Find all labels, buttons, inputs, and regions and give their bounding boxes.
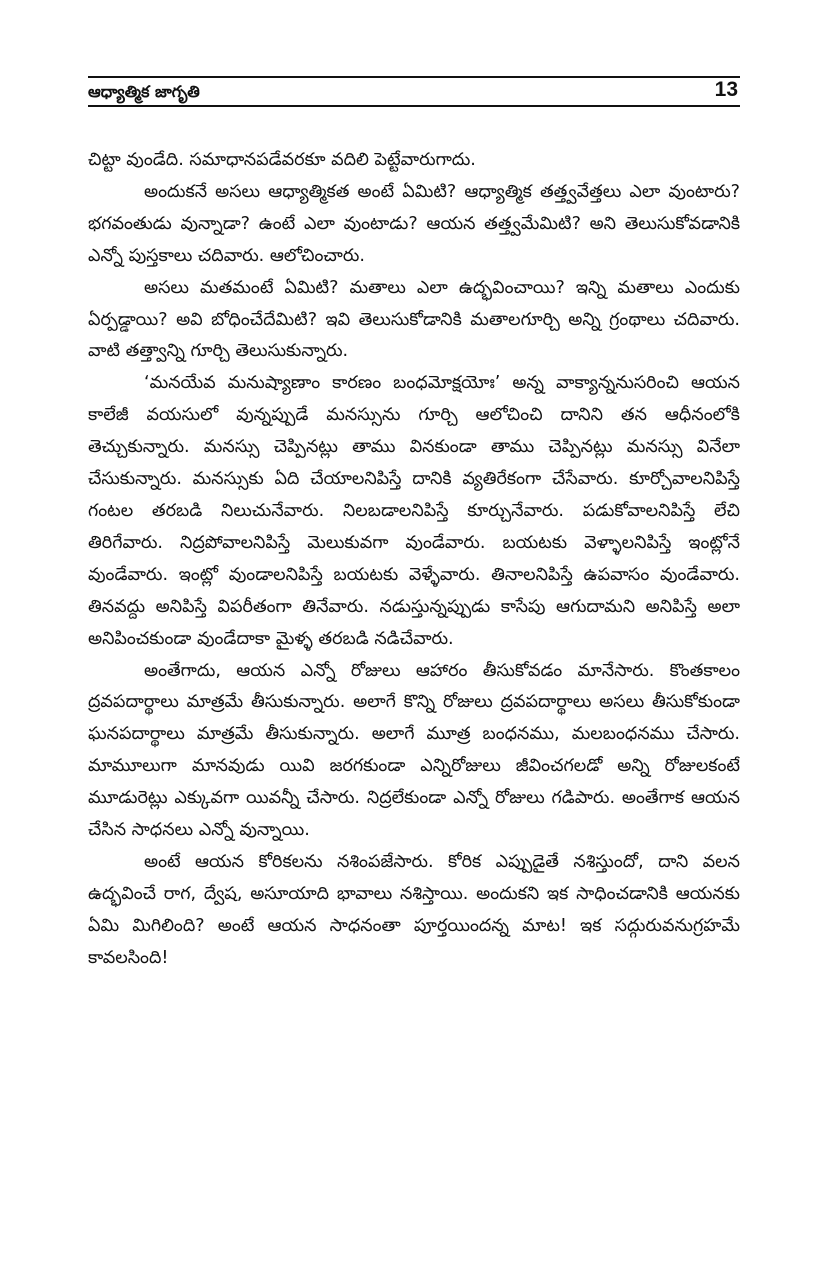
header-rule-bottom [88, 105, 740, 107]
paragraph: ‘మనయేవ మనుష్యాణాం కారణం బంధమోక్షయోః’ అన్న వాక్యాన్ననుసరించి ఆయన కాలేజీ వయసులో వున్నప్పుడే మనస్సును గూర్చి ఆలోచించి దానిని తన ఆధీనంలోకి తెచ్చుకున్నారు. మనస్సు చెప్పినట్లు తాము వినకుండా తాము చెప్పినట్లు మనస్సు వినేలా చేసుకున్నారు. మనస్సుకు ఏది చేయాలనిపిస్తే దానికి వ్యతిరేకంగా చేసేవారు. కూర్చోవాలనిపిస్తే గంటల తరబడి నిలుచునేవారు. నిలబడాలనిపిస్తే కూర్చునేవారు. పడుకోవాలనిపిస్తే లేచి తిరిగేవారు. నిద్రపోవాలనిపిస్తే మెలుకువగా వుండేవారు. బయటకు వెళ్ళాలనిపిస్తే ఇంట్లోనే వుండేవారు. ఇంట్లో వుండాలనిపిస్తే బయటకు వెళ్ళేవారు. తినాలనిపిస్తే ఉపవాసం వుండేవారు. తినవద్దు అనిపిస్తే విపరీతంగా తినేవారు. నడుస్తున్నప్పుడు కాసేపు ఆగుదామని అనిపిస్తే అలా అనిపించకుండా వుండేదాకా మైళ్ళ తరబడి నడిచేవారు. [88, 373, 740, 649]
paragraph: అసలు మతమంటే ఏమిటి? మతాలు ఎలా ఉద్భవించాయి? ఇన్ని మతాలు ఎందుకు ఏర్పడ్డాయి? అవి బోధించేదేమిటి? ఇవి తెలుసుకోడానికి మతాలగూర్చి అన్ని గ్రంథాలు చదివారు. వాటి తత్త్వాన్ని గూర్చి తెలుసుకున్నారు. [88, 277, 740, 362]
paragraph: అంటే ఆయన కోరికలను నశింపజేసారు. కోరిక ఎప్పుడైతే నశిస్తుందో, దాని వలన ఉద్భవించే రాగ, ద్వేష, అసూయాది భావాలు నశిస్తాయి. అందుకని ఇక సాధించడానికి ఆయనకు ఏమి మిగిలింది? అంటే ఆయన సాధనంతా పూర్తయిందన్న మాట! ఇక సద్గురువనుగ్రహమే కావలసింది! [88, 851, 740, 968]
header-rule-top [88, 76, 740, 78]
paragraph: అందుకనే అసలు ఆధ్యాత్మికత అంటే ఏమిటి? ఆధ్యాత్మిక తత్త్వవేత్తలు ఎలా వుంటారు? భగవంతుడు వున్నాడా? ఉంటే ఎలా వుంటాడు? ఆయన తత్త్వమేమిటి? అని తెలుసుకోవడానికి ఎన్నో పుస్తకాలు చదివారు. ఆలోచించారు. [88, 181, 740, 266]
paragraph: అంతేగాదు, ఆయన ఎన్నో రోజులు ఆహారం తీసుకోవడం మానేసారు. కొంతకాలం ద్రవపదార్థాలు మాత్రమే తీసుకున్నారు. అలాగే కొన్ని రోజులు ద్రవపదార్థాలు అసలు తీసుకోకుండా ఘనపదార్థాలు మాత్రమే తీసుకున్నారు. అలాగే మూత్ర బంధనము, మలబంధనము చేసారు. మామూలుగా మానవుడు యివి జరగకుండా ఎన్నిరోజులు జీవించగలడో అన్ని రోజులకంటే మూడురెట్లు ఎక్కువగా యివన్నీ చేసారు. నిద్రలేకుండా ఎన్నో రోజులు గడిపారు. అంతేగాక ఆయన చేసిన సాధనలు ఎన్నో వున్నాయి. [88, 660, 740, 841]
book-title: ఆధ్యాత్మిక జాగృతి [88, 82, 200, 101]
running-header [88, 76, 740, 106]
paragraph: చిట్టా వుండేది. సమాధానపడేవరకూ వదిలి పెట్టేవారుగాదు. [88, 150, 476, 170]
page-number: 13 [714, 78, 738, 101]
page-body [88, 145, 740, 975]
